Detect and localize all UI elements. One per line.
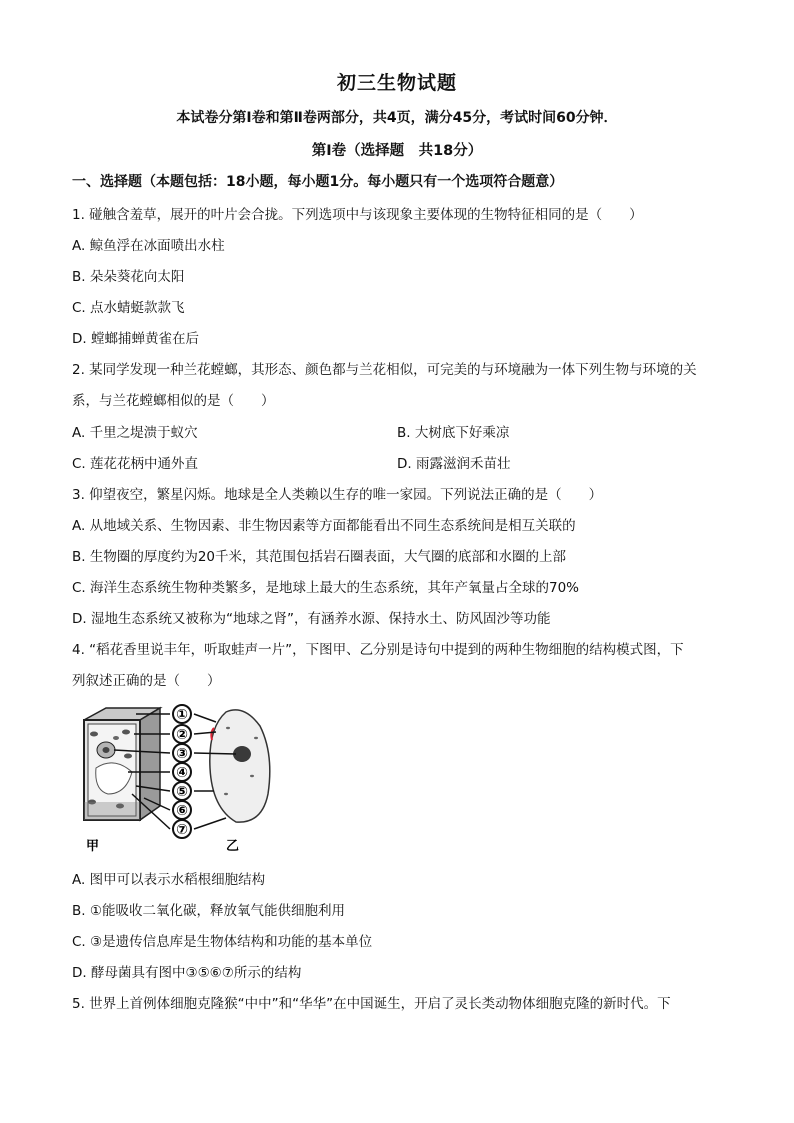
question-3-option-a: A. 从地域关系、生物因素、非生物因素等方面都能看出不同生态系统间是相互关联的: [72, 518, 576, 534]
label-2: ②: [176, 727, 188, 743]
cell-diagram: [76, 698, 276, 858]
label-7: ⑦: [176, 822, 188, 838]
structure-labels: [173, 705, 191, 838]
question-4-option-d: D. 酵母菌具有图中③⑤⑥⑦所示的结构: [72, 965, 302, 981]
exam-subtitle: 本试卷分第Ⅰ卷和第Ⅱ卷两部分，共4页，满分45分，考试时间60分钟．: [176, 110, 618, 126]
caption-jia: 甲: [86, 839, 100, 854]
question-1-option-d: D. 螳螂捕蝉黄雀在后: [72, 331, 199, 347]
question-2-option-a: A. 千里之堤溃于蚁穴: [72, 425, 198, 441]
question-1-option-a: A. 鲸鱼浮在冰面喷出水柱: [72, 238, 225, 254]
question-1-option-c: C. 点水蜻蜓款款飞: [72, 300, 185, 316]
question-4-stem-line2: 列叙述正确的是（ ）: [72, 673, 221, 689]
label-4: ④: [176, 765, 188, 781]
label-6: ⑥: [176, 803, 188, 819]
question-2-stem-line2: 系，与兰花螳螂相似的是（ ）: [72, 393, 275, 409]
label-3: ③: [176, 746, 188, 762]
caption-yi: 乙: [226, 839, 240, 854]
plant-cell-illustration: [84, 708, 160, 820]
question-2-option-d: D. 雨露滋润禾苗壮: [397, 456, 511, 472]
part-title: 第Ⅰ卷（选择题 共18分）: [311, 143, 483, 159]
question-4-option-c: C. ③是遗传信息库是生物体结构和功能的基本单位: [72, 934, 373, 950]
question-1-stem: 1. 碰触含羞草，展开的叶片会合拢。下列选项中与该现象主要体现的生物特征相同的是（ ）: [72, 207, 643, 223]
label-1: ①: [176, 707, 188, 723]
label-5: ⑤: [176, 784, 188, 800]
question-3-stem: 3. 仰望夜空，繁星闪烁。地球是全人类赖以生存的唯一家园。下列说法正确的是（ ）: [72, 487, 603, 503]
page-title: 初三生物试题: [336, 72, 457, 94]
animal-cell-illustration: [210, 710, 270, 822]
section-title: 一、选择题（本题包括：18小题，每小题1分。每小题只有一个选项符合题意）: [72, 174, 564, 190]
question-1-option-b: B. 朵朵葵花向太阳: [72, 269, 185, 285]
question-3-option-d: D. 湿地生态系统又被称为“地球之肾”，有涵养水源、保持水土、防风固沙等功能: [72, 611, 551, 627]
question-4-option-b: B. ①能吸收二氧化碳，释放氧气能供细胞利用: [72, 903, 345, 919]
question-3-option-b: B. 生物圈的厚度约为20千米，其范围包括岩石圈表面，大气圈的底部和水圈的上部: [72, 549, 567, 565]
question-4-option-a: A. 图甲可以表示水稻根细胞结构: [72, 872, 266, 888]
question-2-option-b: B. 大树底下好乘凉: [397, 425, 510, 441]
question-2-stem-line1: 2. 某同学发现一种兰花螳螂，其形态、颜色都与兰花相似，可完美的与环境融为一体下列生物与环境的关: [72, 362, 697, 378]
question-4-stem-line1: 4. “稻花香里说丰年，听取蛙声一片”，下图甲、乙分别是诗句中提到的两种生物细胞的结构模式图，下: [72, 642, 684, 658]
question-2-option-c: C. 莲花花柄中通外直: [72, 456, 199, 472]
question-3-option-c: C. 海洋生态系统生物种类繁多，是地球上最大的生态系统，其年产氧量占全球的70%: [72, 580, 580, 596]
cell-structure-figure: [76, 698, 276, 858]
question-5-stem: 5. 世界上首例体细胞克隆猴“中中”和“华华”在中国诞生，开启了灵长类动物体细胞克隆的新时代。下: [72, 996, 671, 1012]
